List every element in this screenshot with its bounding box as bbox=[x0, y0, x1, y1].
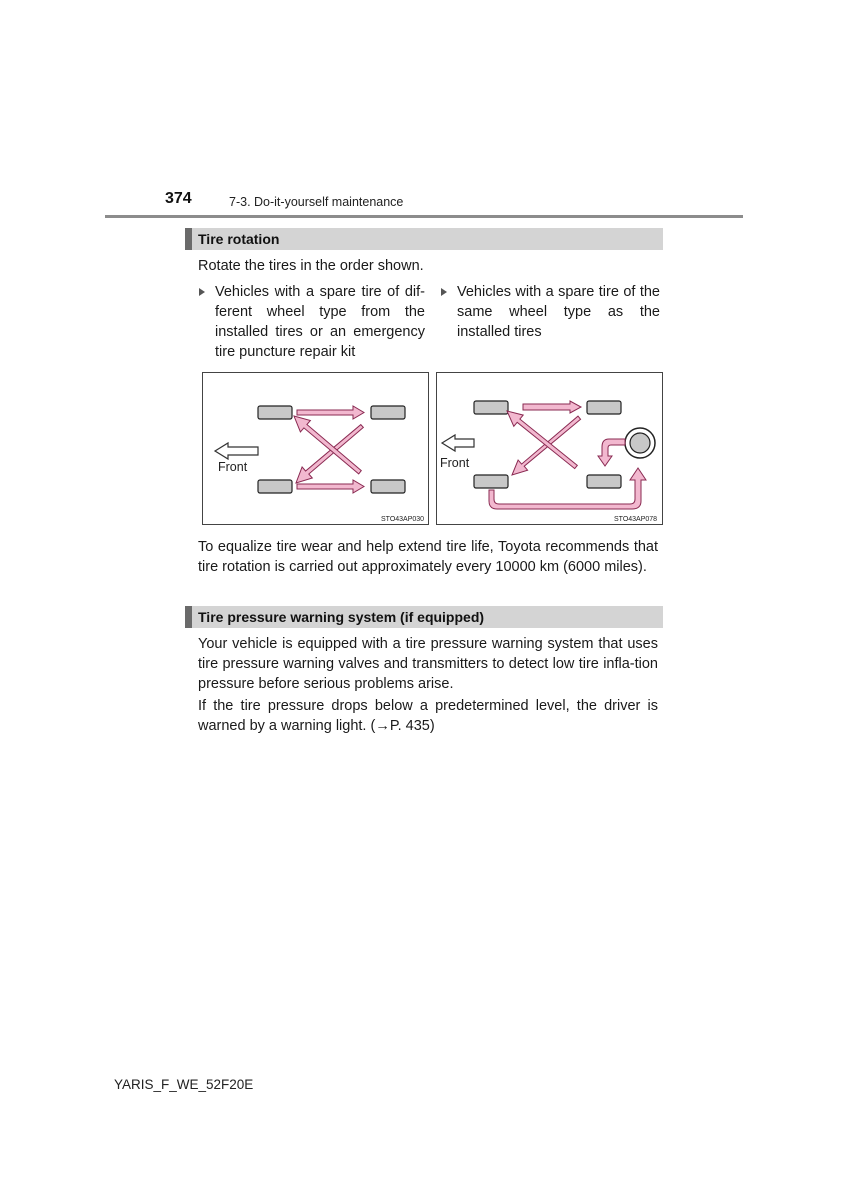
arrow-top-icon bbox=[523, 401, 581, 413]
header-rule bbox=[105, 215, 743, 218]
tire-rear-right-icon bbox=[371, 480, 405, 493]
intro-text: Rotate the tires in the order shown. bbox=[198, 258, 424, 274]
recommendation-text: To equalize tire wear and help extend tire life, Toyota recommends that tire rotation is carried out approximately every 10000 km (6000 miles). bbox=[198, 539, 658, 575]
bullet-left bbox=[199, 282, 425, 364]
rotation-diagram-left bbox=[203, 373, 430, 526]
tpws-paragraph-2: If the tire pressure drops below a predetermined level, the driver is warned by a warning light. (→P. 435) bbox=[198, 698, 658, 734]
tire-front-right-icon bbox=[258, 480, 292, 493]
section-path: 7-3. Do-it-yourself maintenance bbox=[229, 195, 404, 209]
page-number: 374 bbox=[165, 190, 192, 207]
spare-tire-inner-icon bbox=[630, 433, 650, 453]
rotation-diagram-right bbox=[437, 373, 664, 526]
figure-rotation-different-spare bbox=[202, 372, 429, 525]
arrow-diagonal-down-icon bbox=[294, 416, 361, 474]
section-heading-label: Tire rotation bbox=[198, 231, 280, 247]
figure-code: STO43AP030 bbox=[381, 516, 425, 523]
tire-front-left-icon bbox=[474, 401, 508, 414]
front-direction-arrow-icon bbox=[442, 435, 474, 451]
section-heading-label: Tire pressure warning system (if equipped) bbox=[198, 609, 485, 625]
figure-code: STO43AP078 bbox=[614, 516, 658, 523]
arrow-bottom-icon bbox=[297, 480, 364, 493]
tire-front-right-icon bbox=[474, 475, 508, 488]
front-direction-arrow-icon bbox=[215, 443, 258, 459]
arrow-diagonal-down-icon bbox=[507, 411, 577, 469]
tire-rear-left-icon bbox=[587, 401, 621, 414]
figure-rotation-same-spare bbox=[436, 372, 663, 525]
tpws-paragraph-1: Your vehicle is equipped with a tire pressure warning system that uses tire pressure warning valves and transmitters to detect low tire infla-tion pressure before serious problems arise. bbox=[198, 636, 658, 692]
front-label: Front bbox=[218, 460, 248, 474]
document-code: YARIS_F_WE_52F20E bbox=[114, 1077, 254, 1092]
section-heading-tpws bbox=[185, 606, 663, 628]
front-label: Front bbox=[440, 456, 470, 470]
bullet-right bbox=[441, 282, 660, 344]
bullet-right-text: Vehicles with a spare tire of the same wheel type as the installed tires bbox=[457, 284, 660, 340]
spare-to-rear-arrow-icon bbox=[598, 439, 625, 466]
tire-front-left-icon bbox=[258, 406, 292, 419]
arrow-diagonal-up-icon bbox=[296, 425, 363, 483]
arrow-top-icon bbox=[297, 406, 364, 419]
tire-rear-right-icon bbox=[587, 475, 621, 488]
bullet-left-text: Vehicles with a spare tire of dif-ferent wheel type from the installed tires or an emergency tire puncture repair kit bbox=[215, 284, 425, 360]
section-heading-tire-rotation bbox=[185, 228, 663, 250]
bullet-triangle-icon bbox=[199, 288, 205, 296]
tire-rear-left-icon bbox=[371, 406, 405, 419]
bullet-triangle-icon bbox=[441, 288, 447, 296]
